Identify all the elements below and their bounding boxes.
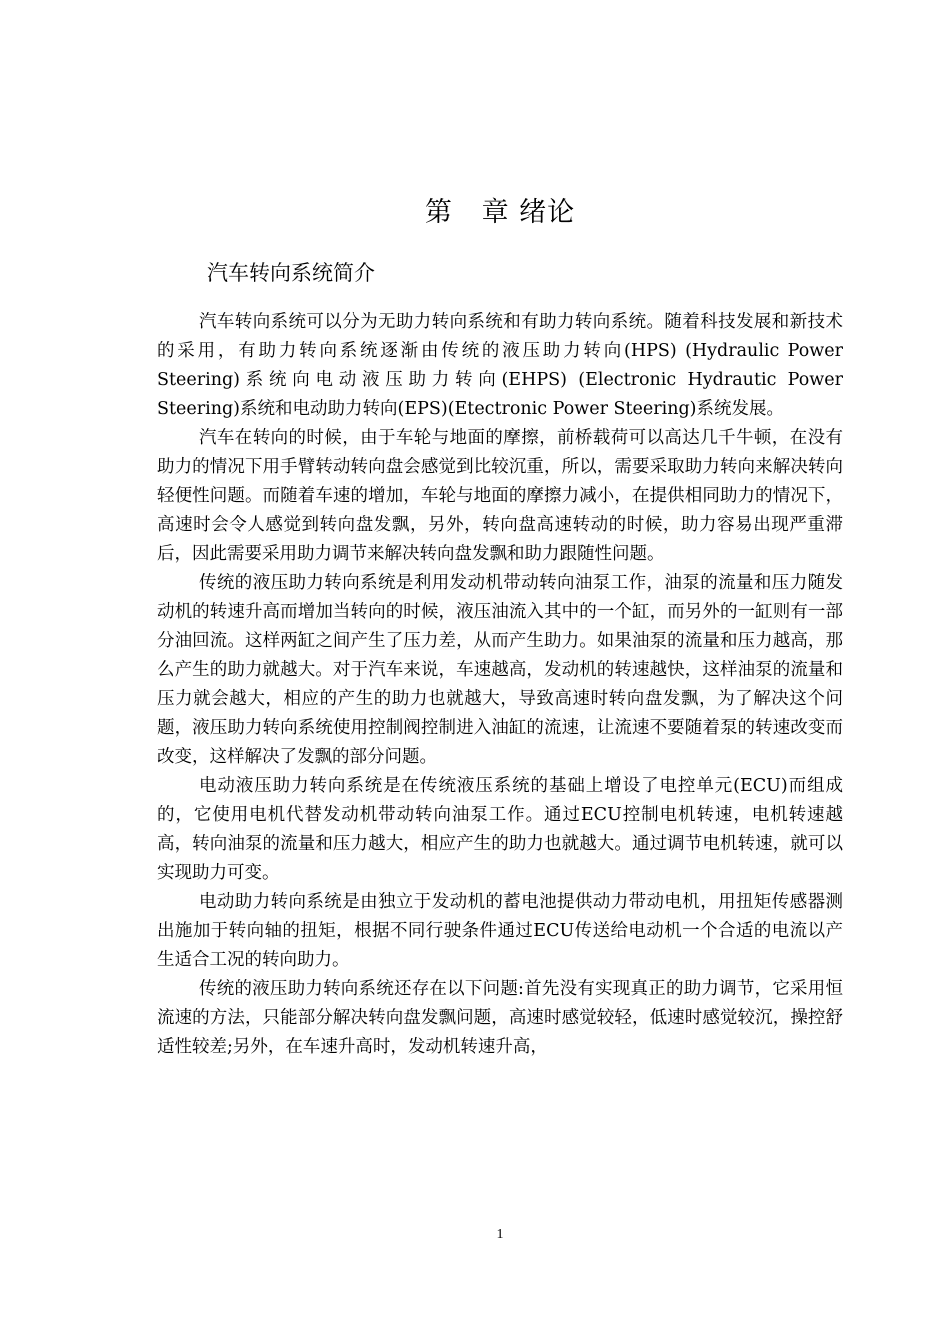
paragraph: 传统的液压助力转向系统是利用发动机带动转向油泵工作，油泵的流量和压力随发动机的转速升高而增加当转向的时候，液压油流入其中的一个缸，而另外的一缸则有一部分油回流。这样两缸之间产生了压力差，从而产生助力。如果油泵的流量和压力越高，那么产生的助力就越大。对于汽车来说，车速越高，发动机的转速越快，这样油泵的流量和压力就会越大，相应的产生的助力也就越大，导致高速时转向盘发飘，为了解决这个问题，液压助力转向系统使用控制阀控制进入油缸的流速，让流速不要随着泵的转速改变而改变，这样解决了发飘的部分问题。 <box>157 573 843 767</box>
chapter-title: 第 章 绪论 <box>424 197 576 228</box>
page-number: 1 <box>496 1227 504 1242</box>
body-text <box>157 308 843 1062</box>
paragraph: 电动助力转向系统是由独立于发动机的蓄电池提供动力带动电机，用扭矩传感器测出施加于转向轴的扭矩，根据不同行驶条件通过ECU传送给电动机一个合适的电流以产生适合工况的转向助力。 <box>157 892 843 970</box>
paragraph: 汽车转向系统可以分为无助力转向系统和有助力转向系统。随着科技发展和新技术的采用，有助力转向系统逐渐由传统的液压助力转向(HPS) (Hydraulic Power Steering)系统向电动液压助力转向(EHPS) (Electronic Hydrautic Power Steering)系统和电动助力转向(EPS)(Etectronic Power Steering)系统发展。 <box>157 312 843 419</box>
paragraph: 汽车在转向的时候，由于车轮与地面的摩擦，前桥载荷可以高达几千牛顿，在没有助力的情况下用手臂转动转向盘会感觉到比较沉重，所以，需要采取助力转向来解决转向轻便性问题。而随着车速的增加，车轮与地面的摩擦力减小，在提供相同助力的情况下，高速时会令人感觉到转向盘发飘，另外，转向盘高速转动的时候，助力容易出现严重滞后，因此需要采用助力调节来解决转向盘发飘和助力跟随性问题。 <box>157 428 843 564</box>
paragraph: 传统的液压助力转向系统还存在以下问题:首先没有实现真正的助力调节，它采用恒流速的方法，只能部分解决转向盘发飘问题，高速时感觉较轻，低速时感觉较沉，操控舒适性较差;另外，在车速升高时，发动机转速升高， <box>157 979 843 1057</box>
section-title: 汽车转向系统简介 <box>207 261 375 285</box>
paragraph: 电动液压助力转向系统是在传统液压系统的基础上增设了电控单元(ECU)而组成的，它使用电机代替发动机带动转向油泵工作。通过ECU控制电机转速，电机转速越高，转向油泵的流量和压力越大，相应产生的助力也就越大。通过调节电机转速，就可以实现助力可变。 <box>157 776 843 883</box>
